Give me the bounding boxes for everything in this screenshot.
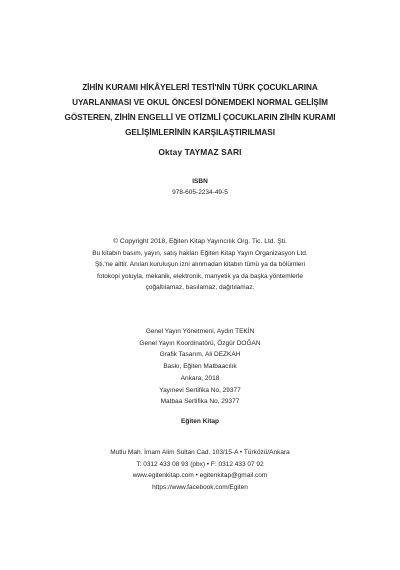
web-email-line: www.egitenkitap.com • egitenkitap@gmail.com: [132, 472, 268, 480]
publisher-contact: [60, 447, 340, 494]
credit-line: Baskı, Eğiten Matbaacılık: [163, 363, 237, 371]
facebook-link: https://www.facebook.com/Egiten: [152, 484, 248, 492]
credit-line: Genel Yayın Koordinatörü, Özgür DOĞAN: [139, 339, 261, 347]
author-name: Oktay TAYMAZ SARI: [158, 147, 242, 157]
copyright-notice: [60, 236, 340, 294]
publisher-name: Eğiten Kitap: [181, 418, 219, 425]
phone-fax-line: T: 0312 433 08 93 (pbx) • F: 0312 433 07 92: [136, 460, 264, 468]
credit-line: Ankara, 2018: [180, 374, 220, 382]
title-line: UYARLANMASI VE OKUL ÖNCESİ DÖNEMDEKİ NORMAL GELİŞİM: [72, 98, 328, 107]
title-line: GELİŞİMLERİNİN KARŞILAŞTIRILMASI: [125, 128, 275, 137]
credit-line: Genel Yayın Yönetmeni, Aydın TEKİN: [145, 328, 255, 335]
credit-line: Yayınevi Sertifika No, 29377: [159, 386, 241, 394]
copyright-line: Şti.'ne aittir. Anılan kuruluşun izni alınmadan kitabın tümü ya da bölümleri: [94, 261, 306, 269]
copyright-line: © Copyright 2018, Eğiten Kitap Yayıncılık Org. Tic. Ltd. Şti.: [113, 238, 287, 245]
copyright-line: çoğaltılamaz, basılamaz, dağıtılamaz.: [145, 284, 255, 292]
title-line: GÖSTEREN, ZİHİN ENGELLİ VE OTİZMLİ ÇOCUKLARIN ZİHİN KURAMI: [64, 113, 336, 122]
title-line: ZİHİN KURAMI HİKÂYELERİ TESTİ'NİN TÜRK ÇOCUKLARINA: [82, 83, 318, 92]
credit-line: Matbaa Sertifika No, 29377: [160, 398, 240, 406]
isbn-label: ISBN: [192, 178, 208, 185]
address-line: Mutlu Mah. İmam Alim Sultan Cad. 103/15-A • Türközü/Ankara: [110, 449, 290, 456]
book-title: [60, 80, 340, 140]
credit-line: Grafik Tasarım, Ali DEZKAH: [159, 351, 241, 359]
publishing-credits: [60, 326, 340, 408]
isbn-number: 978-605-2234-49-5: [172, 189, 228, 196]
copyright-line: Bu kitabın basım, yayın, satış hakları Eğiten Kitap Yayın Organizasyon Ltd.: [92, 249, 308, 257]
copyright-line: fotokopi yoluyla, mekanik, elektronik, manyetik ya da başka yöntemlerle: [97, 272, 303, 280]
